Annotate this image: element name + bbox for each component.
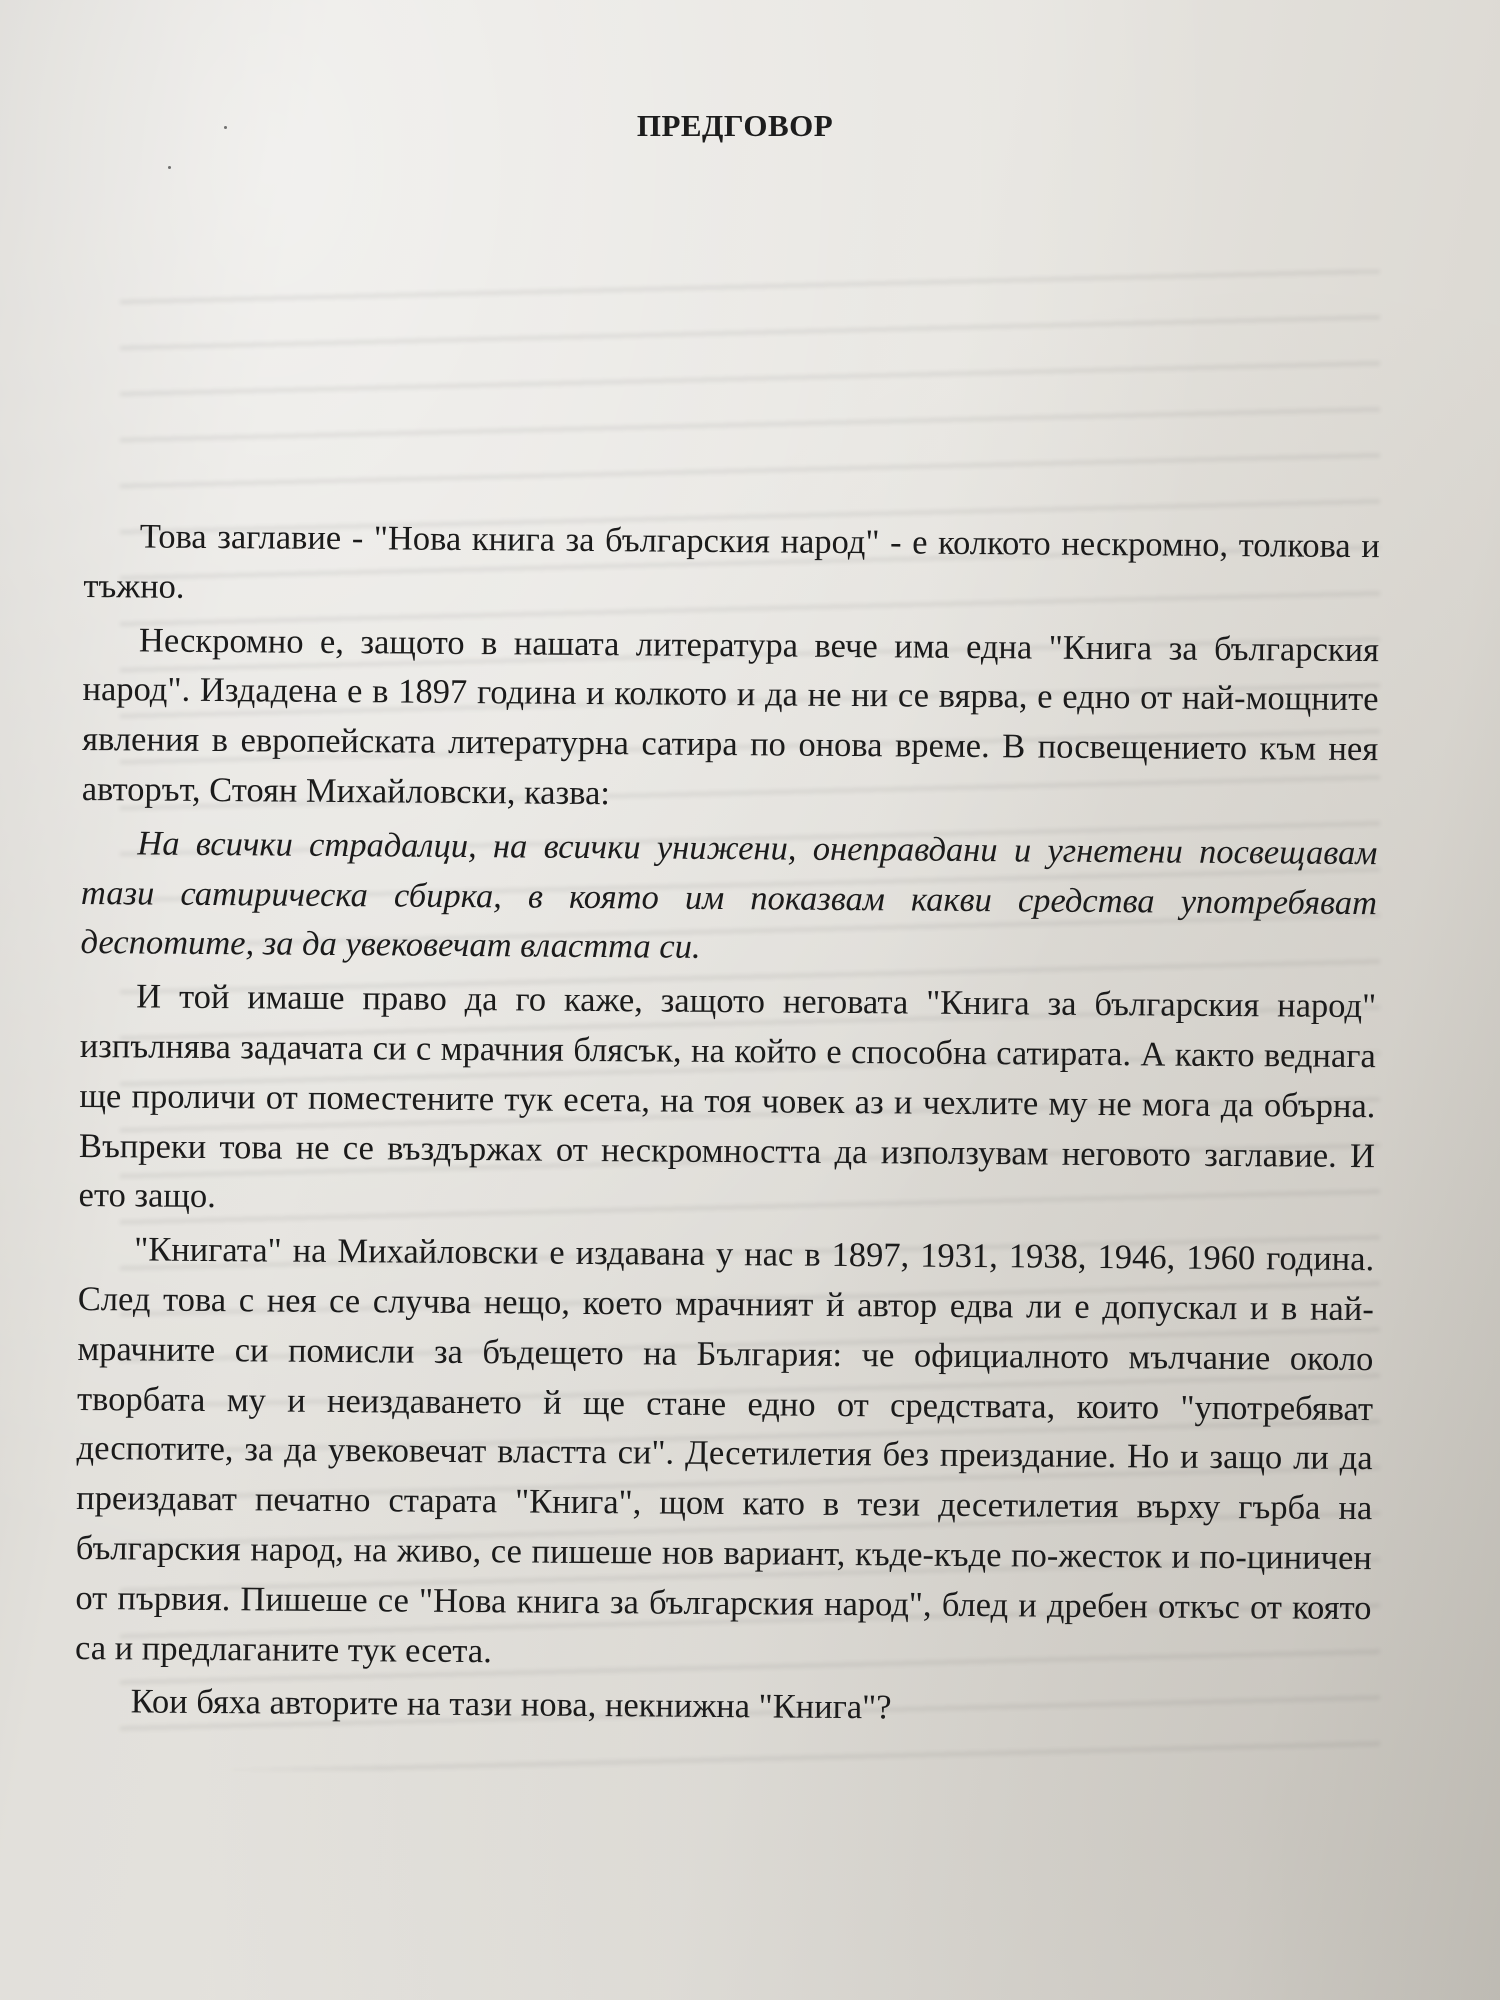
- paragraph-immodest: Нескромно е, защото в нашата литература вече има една "Книга за българския народ". Издадена е в 1897 година и колкото и да не ни се вярва, е едно от най-мощните явления в европейската литературна сатира по онова време. В посвещението към нея авторът, Стоян Михайловски, казва:: [81, 621, 1380, 813]
- page-heading: ПРЕДГОВОР: [636, 108, 834, 143]
- paragraph-editions: "Книгата" на Михайловски е издавана у нас в 1897, 1931, 1938, 1946, 1960 година. След това с нея се случва нещо, което мрачният й автор едва ли е допускал и в най-мрачните си помисли за бъдещето на България: че официалното мълчание около творбата му и неиздаването й ще стане едно от средствата, които "употребяват деспотите, за да увековечат властта си". Десетилетия без преиздание. Но и защо ли да преиздават печатно старата "Книга", щом като в тези десетилетия върху гърба на българския народ, на живо, се пишеше нов вариант, къде-къде по-жесток и по-циничен от първия. Пишеше се "Нова книга за българския народ", блед и дребен откъс от която са и предлаганите тук есета.: [74, 1230, 1375, 1670]
- paper-speck: [224, 126, 227, 129]
- paragraph-dedication-quote: На всички страдалци, на всички унижени, онеправдани и угнетени посвещавам тази сатирическа сбирка, в която им показвам какви средства употребяват деспотите, за да увековечат властта си.: [80, 824, 1378, 967]
- paragraph-right-to-say: И той имаше право да го каже, защото неговата "Книга за българския народ" изпълнява задачата си с мрачния блясък, на който е способна сатирата. А както веднага ще проличи от поместените тук есета, на тоя човек аз и чехлите му не мога да обърна. Въпреки това не се въздържах от нескромността да използувам неговото заглавие. И ето защо.: [78, 977, 1377, 1216]
- paragraph-title-remark: Това заглавие - "Нова книга за българския народ" - е колкото нескромно, толкова и тъжно.: [83, 517, 1380, 606]
- paper-speck: [168, 166, 171, 169]
- paragraph-authors-question: Кои бяха авторите на тази нова, некнижна "Книга"?: [130, 1682, 892, 1727]
- body-text: [74, 512, 1380, 1741]
